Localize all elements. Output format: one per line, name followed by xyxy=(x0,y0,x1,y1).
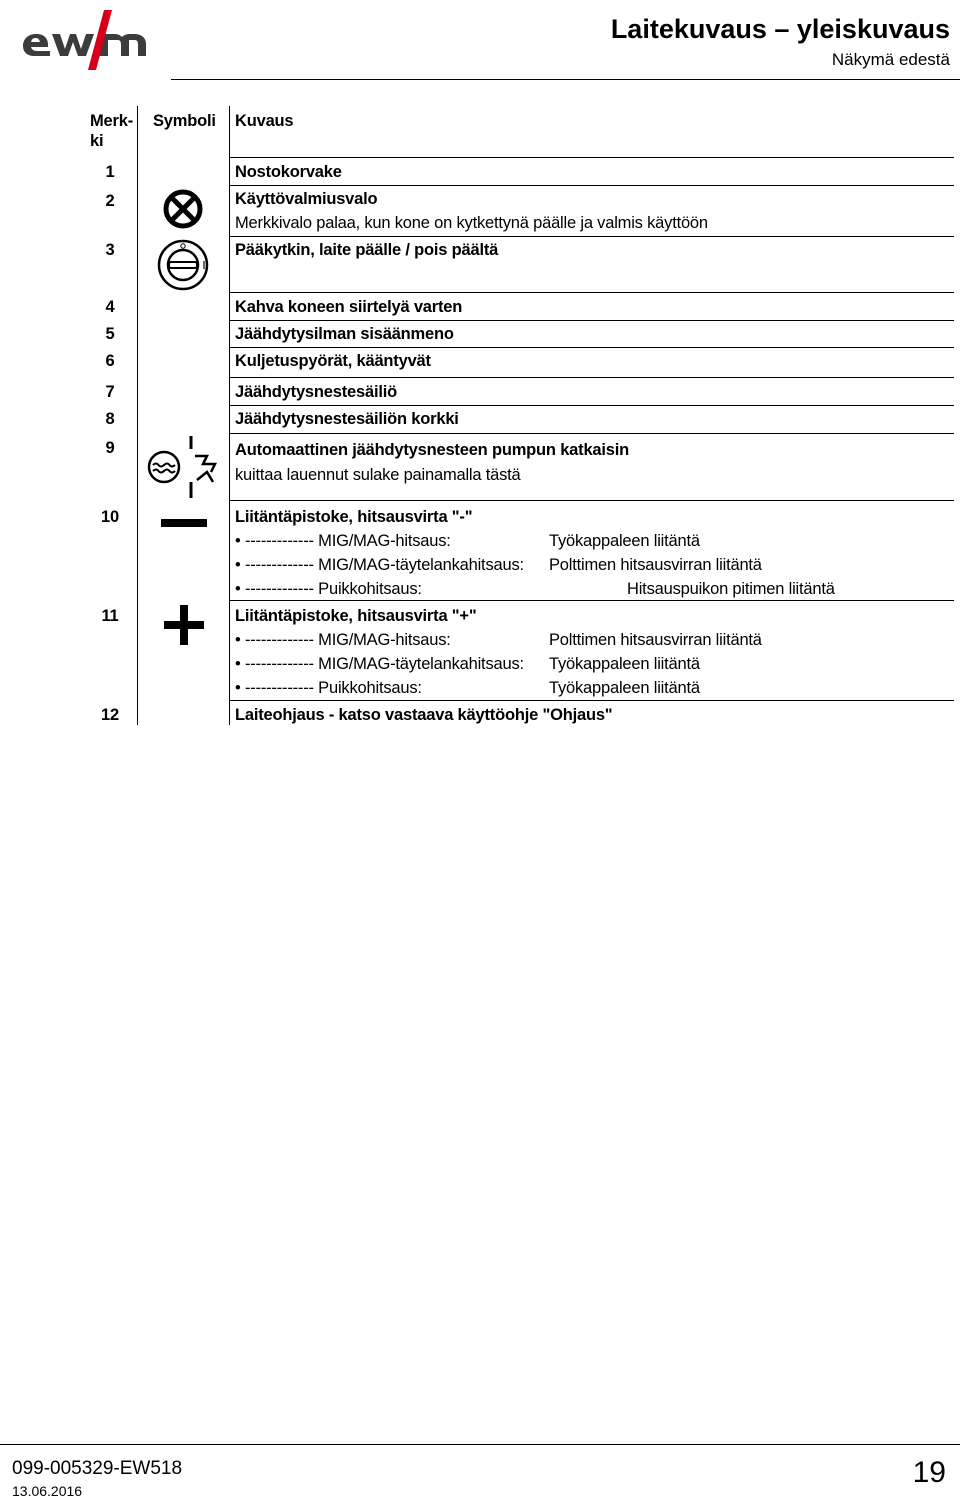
bullet-label: • ------------- MIG/MAG-hitsaus: xyxy=(235,631,451,649)
column-header-mark: Merk- ki xyxy=(90,112,134,150)
row-divider xyxy=(229,433,954,434)
row-divider xyxy=(229,347,954,348)
row-mark: 12 xyxy=(101,706,119,724)
page-subtitle: Näkymä edestä xyxy=(831,50,950,69)
row-divider xyxy=(229,500,954,501)
column-divider-2 xyxy=(229,106,230,725)
row-mark: 8 xyxy=(105,410,115,428)
bullet-value: Työkappaleen liitäntä xyxy=(549,655,700,673)
bullet-label: • ------------- MIG/MAG-hitsaus: xyxy=(235,532,451,550)
row-title: Jäähdytysilman sisäänmeno xyxy=(235,325,454,343)
row-divider xyxy=(229,600,954,601)
row-mark: 2 xyxy=(105,192,115,210)
row-title: Liitäntäpistoke, hitsausvirta "+" xyxy=(235,607,477,625)
bullet-value: Polttimen hitsausvirran liitäntä xyxy=(549,556,762,574)
row-divider xyxy=(229,700,954,701)
bullet-value: Polttimen hitsausvirran liitäntä xyxy=(549,631,762,649)
bullet-label: • ------------- Puikkohitsaus: xyxy=(235,679,422,697)
bullet-label: • ------------- MIG/MAG-täytelankahitsaus: xyxy=(235,655,524,673)
footer-divider xyxy=(0,1444,960,1445)
row-mark: 9 xyxy=(105,439,115,457)
bullet-label: • ------------- Puikkohitsaus: xyxy=(235,580,422,598)
row-title: Nostokorvake xyxy=(235,163,342,181)
row-mark: 1 xyxy=(105,163,115,181)
ready-lamp-icon xyxy=(161,187,205,236)
ewm-logo xyxy=(18,4,168,74)
row-divider xyxy=(229,157,954,158)
row-title: Kahva koneen siirtelyä varten xyxy=(235,298,463,316)
row-divider xyxy=(229,320,954,321)
row-mark: 4 xyxy=(105,298,115,316)
row-title: Käyttövalmiusvalo xyxy=(235,190,378,208)
row-divider xyxy=(229,185,954,186)
row-title: Jäähdytysnestesäiliö xyxy=(235,383,397,401)
row-mark: 7 xyxy=(105,383,115,401)
row-mark: 3 xyxy=(105,241,115,259)
column-divider-1 xyxy=(137,106,138,725)
row-title: Pääkytkin, laite päälle / pois päältä xyxy=(235,241,499,259)
row-detail: Merkkivalo palaa, kun kone on kytkettynä päälle ja valmis käyttöön xyxy=(235,214,708,232)
page-title: Laitekuvaus – yleiskuvaus xyxy=(610,14,950,44)
document-date: 13.06.2016 xyxy=(12,1483,83,1499)
column-header-symbol: Symboli xyxy=(153,112,216,130)
row-title: Automaattinen jäähdytysnesteen pumpun katkaisin xyxy=(235,441,630,459)
row-divider xyxy=(229,292,954,293)
bullet-value: Hitsauspuikon pitimen liitäntä xyxy=(627,580,835,598)
row-title: Jäähdytysnestesäiliön korkki xyxy=(235,410,459,428)
document-id: 099-005329-EW518 xyxy=(12,1458,183,1479)
header-divider xyxy=(171,79,960,80)
column-header-description: Kuvaus xyxy=(235,112,294,130)
bullet-label: • ------------- MIG/MAG-täytelankahitsaus: xyxy=(235,556,524,574)
ewm-logo-icon xyxy=(18,4,168,74)
row-divider xyxy=(229,236,954,237)
page-number: 19 xyxy=(912,1456,946,1489)
row-mark: 5 xyxy=(105,325,115,343)
row-title: Kuljetuspyörät, kääntyvät xyxy=(235,352,431,370)
bullet-value: Työkappaleen liitäntä xyxy=(549,532,700,550)
row-mark: 10 xyxy=(101,508,119,526)
plus-icon xyxy=(164,605,204,650)
row-mark: 6 xyxy=(105,352,115,370)
coolant-pump-breaker-icon xyxy=(145,434,223,507)
row-divider xyxy=(229,405,954,406)
row-title: Laiteohjaus - katso vastaava käyttöohje "Ohjaus" xyxy=(235,706,613,724)
row-title: Liitäntäpistoke, hitsausvirta "-" xyxy=(235,508,473,526)
bullet-value: Työkappaleen liitäntä xyxy=(549,679,700,697)
row-detail: kuittaa lauennut sulake painamalla tästä xyxy=(235,466,521,484)
minus-icon xyxy=(161,516,207,534)
row-divider xyxy=(229,377,954,378)
main-switch-icon xyxy=(156,238,210,297)
row-mark: 11 xyxy=(101,607,119,625)
